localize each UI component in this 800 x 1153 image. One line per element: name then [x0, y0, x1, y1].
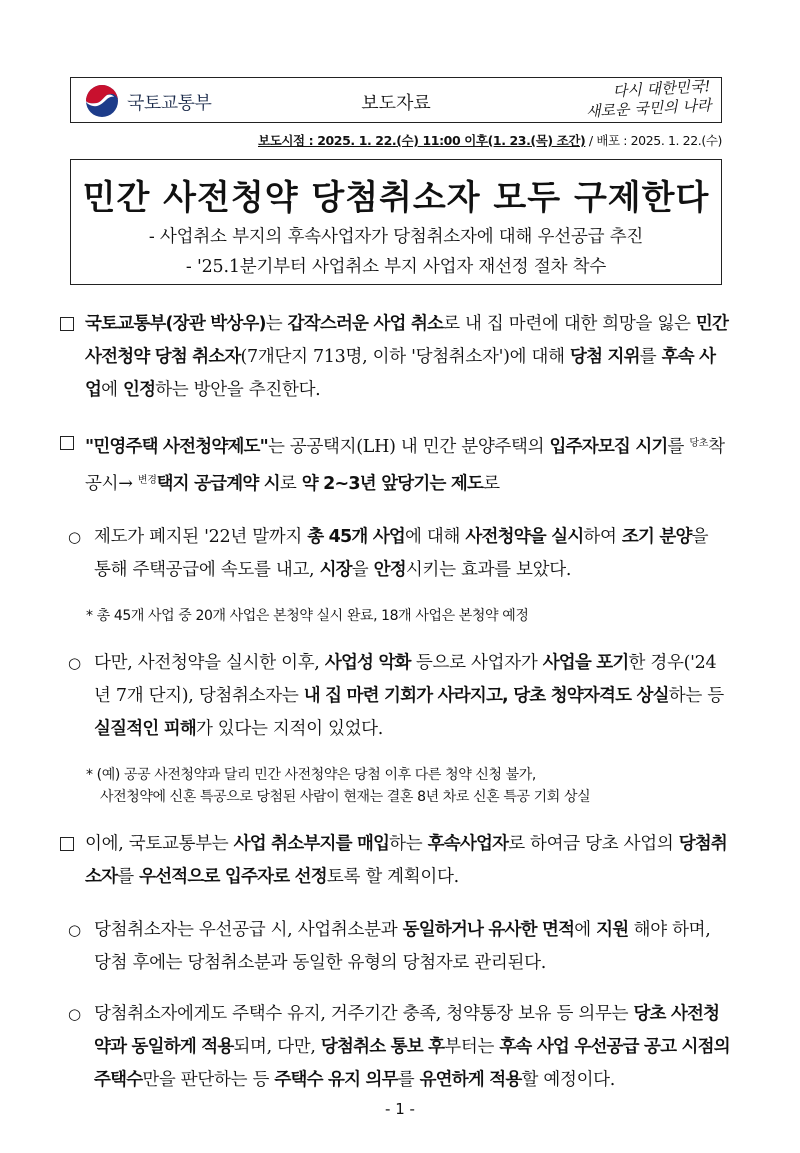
subtitle-2: - '25.1분기부터 사업취소 부지 사업자 재선정 절차 착수	[185, 257, 607, 277]
text-bold: "민영주택 사전청약제도"	[85, 437, 268, 457]
text-bold: 당첨취소자	[85, 834, 728, 887]
text: 해야 하며, 당첨 후에는 당첨취소분과 동일한 유형의 당첨자로 관리된다.	[94, 920, 711, 973]
text: 만을 판단하는 등	[142, 1070, 275, 1090]
doc-type: 보도자료	[361, 93, 431, 114]
text: 제도가 폐지된 '22년 말까지	[94, 527, 308, 547]
text: 한 경우('24년 7개 단지), 당첨취소자는	[94, 653, 717, 706]
ministry-name: 국토교통부	[127, 93, 212, 114]
text-bold: 후속사업자	[427, 834, 509, 854]
text: 는 공공택지(LH) 내 민간 분양주택의	[267, 437, 550, 457]
text: 를	[397, 1070, 420, 1090]
text-bold: 사전청약을 실시	[465, 527, 584, 547]
text: 당첨취소자는 우선공급 시, 사업취소분과	[94, 920, 403, 940]
text-bold: 민간 사전청약 당첨 취소자	[85, 314, 729, 367]
text: 하는 등	[668, 686, 724, 706]
text: 토록 할 계획이다.	[326, 867, 459, 887]
paragraph-2	[60, 427, 730, 501]
text-bold: 주택수 유지 의무	[274, 1070, 398, 1090]
title-box	[70, 159, 722, 285]
text: 를	[667, 437, 690, 457]
text-bold: 후속 사업	[85, 347, 716, 400]
sub-item-3	[68, 914, 730, 980]
text-bold: 안정	[373, 560, 406, 580]
text: 로 내 집 마련에 대한 희망을 잃은	[443, 314, 696, 334]
paragraph-1	[60, 308, 730, 407]
text: 하여	[583, 527, 622, 547]
text-bold: 국토교통부(장관 박상우)	[85, 314, 266, 334]
distribution-date: / 배포 : 2025. 1. 22.(수)	[585, 133, 722, 148]
text-bold: 인정	[122, 380, 156, 400]
checkbox-square-icon	[60, 317, 74, 331]
header-box	[70, 77, 722, 123]
text: 를	[639, 347, 662, 367]
release-info	[70, 131, 722, 149]
text-bold: 우선적으로 입주자로 선정	[139, 867, 327, 887]
text-bold: 후속 사업 우선공급 공고 시점의 주택수	[94, 1037, 730, 1090]
text-bold: 사업 취소부지를 매입	[233, 834, 390, 854]
text-bold: 당초 사전청약과 동일하게 적용	[94, 1004, 720, 1057]
slogan-line-2: 새로운 국민의 나라	[585, 96, 712, 121]
circle-bullet-icon: ○	[68, 654, 81, 672]
checkbox-square-icon	[60, 837, 74, 851]
text: 등으로 사업자가	[410, 653, 543, 673]
checkbox-square-icon	[60, 436, 74, 450]
text-bold: 총 45개 사업	[307, 527, 406, 547]
text-small: 변경	[137, 475, 157, 486]
text-bold: 내 집 마련 기회가 사라지고, 당초 청약자격도 상실	[303, 686, 669, 706]
text-bold: 사업성 악화	[324, 653, 411, 673]
footnote-2-line-1: * (예) 공공 사전청약과 달리 민간 사전청약은 당첨 이후 다른 청약 신청 불가,	[86, 767, 536, 783]
sub-item-4	[68, 998, 730, 1097]
circle-bullet-icon: ○	[68, 1005, 81, 1023]
subtitle-1: - 사업취소 부지의 후속사업자가 당첨취소자에 대해 우선공급 추진	[148, 227, 644, 247]
text: 는	[265, 314, 288, 334]
text-bold: 입주자모집 시기	[549, 437, 668, 457]
slogan-line-1: 다시 대한민국!	[612, 77, 711, 101]
text-bold: 당첨취소 통보 후	[320, 1037, 445, 1057]
text: 에	[101, 380, 123, 400]
text-bold: 실질적인 피해	[94, 719, 196, 739]
text-bold: 지원	[596, 920, 629, 940]
page-number: - 1 -	[385, 1100, 415, 1118]
text: 착공시→	[85, 437, 725, 494]
text-bold: 당첨 지위	[570, 347, 640, 367]
footnote-2	[86, 764, 730, 808]
sub-item-1	[68, 521, 730, 587]
text: (7개단지 713명, 이하 '당첨취소자')에 대해	[240, 347, 570, 367]
text: 가 있다는 지적이 있었다.	[195, 719, 384, 739]
text-bold: 유연하게 적용	[419, 1070, 522, 1090]
text: 되며, 다만,	[233, 1037, 321, 1057]
body-content	[60, 308, 730, 1115]
text: 에	[574, 920, 597, 940]
text-bold: 갑작스러운 사업 취소	[287, 314, 444, 334]
text: 이에, 국토교통부는	[85, 834, 234, 854]
footnote-2-line-2: 사전청약에 신혼 특공으로 당첨된 사람이 현재는 결혼 8년 차로 신혼 특공 기회 상실	[100, 789, 591, 805]
circle-bullet-icon: ○	[68, 528, 81, 546]
main-title: 민간 사전청약 당첨취소자 모두 구제한다	[82, 178, 710, 218]
paragraph-3	[60, 828, 730, 894]
text-bold: 사업을 포기	[542, 653, 629, 673]
text: 를	[117, 867, 140, 887]
text-bold: 동일하거나 유사한 면적	[402, 920, 575, 940]
release-time: 보도시점 : 2025. 1. 22.(수) 11:00 이후(1. 23.(목) 조간)	[258, 133, 586, 148]
slogan	[560, 77, 712, 123]
text-bold: 시장	[319, 560, 352, 580]
sub-item-2	[68, 647, 730, 746]
text-bold: 택지 공급계약 시	[156, 474, 280, 494]
text: 하는	[389, 834, 428, 854]
text: 당첨취소자에게도 주택수 유지, 거주기간 충족, 청약통장 보유 등 의무는	[94, 1004, 634, 1024]
text: 을	[351, 560, 374, 580]
footnote-1: * 총 45개 사업 중 20개 사업은 본청약 실시 완료, 18개 사업은 본청약 예정	[86, 608, 529, 624]
text: 을 통해 주택공급에 속도를 내고,	[94, 527, 709, 580]
text: 로	[279, 474, 302, 494]
text: 다만, 사전청약을 실시한 이후,	[94, 653, 325, 673]
text: 하는 방안을 추진한다.	[155, 380, 321, 400]
text: 시키는 효과를 보았다.	[405, 560, 572, 580]
text: 로 하여금 당초 사업의	[508, 834, 679, 854]
circle-bullet-icon: ○	[68, 921, 81, 939]
text-bold: 조기 분양	[621, 527, 692, 547]
text-bold: 약 2~3년 앞당기는 제도	[301, 474, 484, 494]
text-small: 당초	[689, 438, 709, 449]
text: 할 예정이다.	[521, 1070, 616, 1090]
text: 로	[483, 474, 500, 494]
text: 에 대해	[405, 527, 466, 547]
text: 부터는	[444, 1037, 500, 1057]
